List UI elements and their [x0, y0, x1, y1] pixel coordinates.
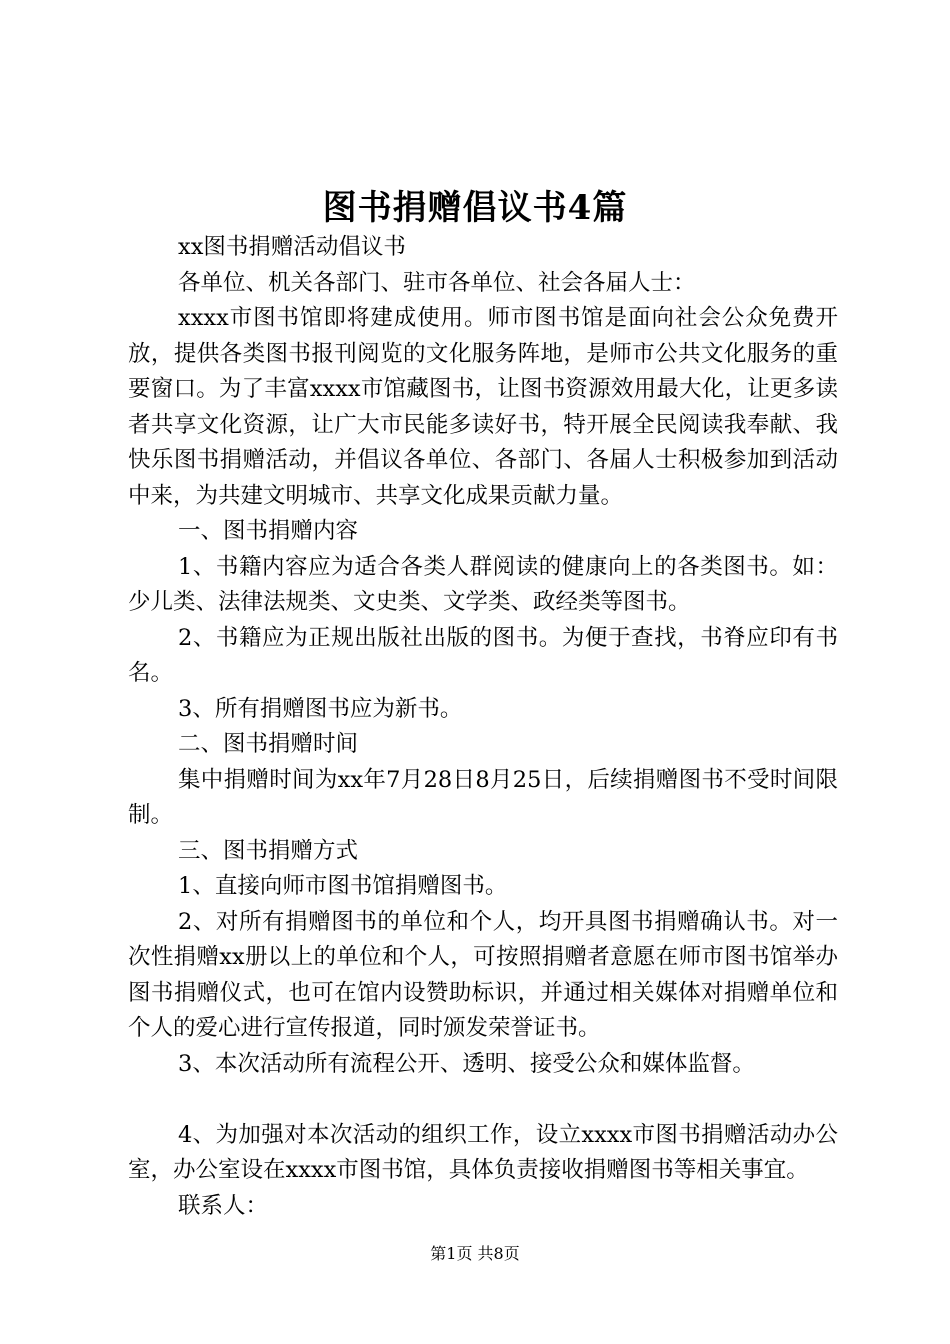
- document-title: 图书捐赠倡议书4篇: [322, 188, 628, 228]
- paragraph-contact: 联系人：: [178, 1192, 269, 1219]
- paragraph-content-3: 3、所有捐赠图书应为新书。: [178, 695, 463, 722]
- document-body: [128, 230, 838, 1224]
- paragraph-content-1: 1、书籍内容应为适合各类人群阅读的健康向上的各类图书。如：少儿类、法律法规类、文史类、文学类、政经类等图书。: [128, 553, 838, 615]
- page-number: 第1页 共8页: [430, 1244, 520, 1263]
- paragraph-method-1: 1、直接向师市图书馆捐赠图书。: [178, 873, 508, 899]
- blank-line: [128, 1082, 838, 1118]
- section-heading-content: 一、图书捐赠内容: [178, 518, 359, 544]
- paragraph-method-2: 2、对所有捐赠图书的单位和个人，均开具图书捐赠确认书。对一次性捐赠xx册以上的单位和个人，可按照捐赠者意愿在师市图书馆举办图书捐赠仪式，也可在馆内设赞助标识，并通过相关媒体对捐赠单位和个人的爱心进行宣传报道，同时颁发荣誉证书。: [128, 908, 838, 1041]
- paragraph-salutation: 各单位、机关各部门、驻市各单位、社会各届人士：: [178, 269, 696, 296]
- paragraph-content-2: 2、书籍应为正规出版社出版的图书。为便于查找，书脊应印有书名。: [128, 624, 838, 686]
- paragraph-intro: xxxx市图书馆即将建成使用。师市图书馆是面向社会公众免费开放，提供各类图书报刊阅览的文化服务阵地，是师市公共文化服务的重要窗口。为了丰富xxxx市馆藏图书，让图书资源效用最大化，让更多读者共享文化资源，让广大市民能多读好书，特开展全民阅读我奉献、我快乐图书捐赠活动，并倡议各单位、各部门、各届人士积极参加到活动中来，为共建文明城市、共享文化成果贡献力量。: [128, 305, 838, 509]
- paragraph-method-3: 3、本次活动所有流程公开、透明、接受公众和媒体监督。: [178, 1050, 755, 1077]
- section-heading-time: 二、图书捐赠时间: [178, 731, 359, 757]
- paragraph-method-4: 4、为加强对本次活动的组织工作，设立xxxx市图书捐赠活动办公室，办公室设在xxxx市图书馆，具体负责接收捐赠图书等相关事宜。: [128, 1121, 838, 1183]
- paragraph-heading: xx图书捐赠活动倡议书: [178, 234, 406, 260]
- paragraph-time: 集中捐赠时间为xx年7月28日8月25日，后续捐赠图书不受时间限制。: [128, 766, 838, 828]
- section-heading-method: 三、图书捐赠方式: [178, 837, 359, 864]
